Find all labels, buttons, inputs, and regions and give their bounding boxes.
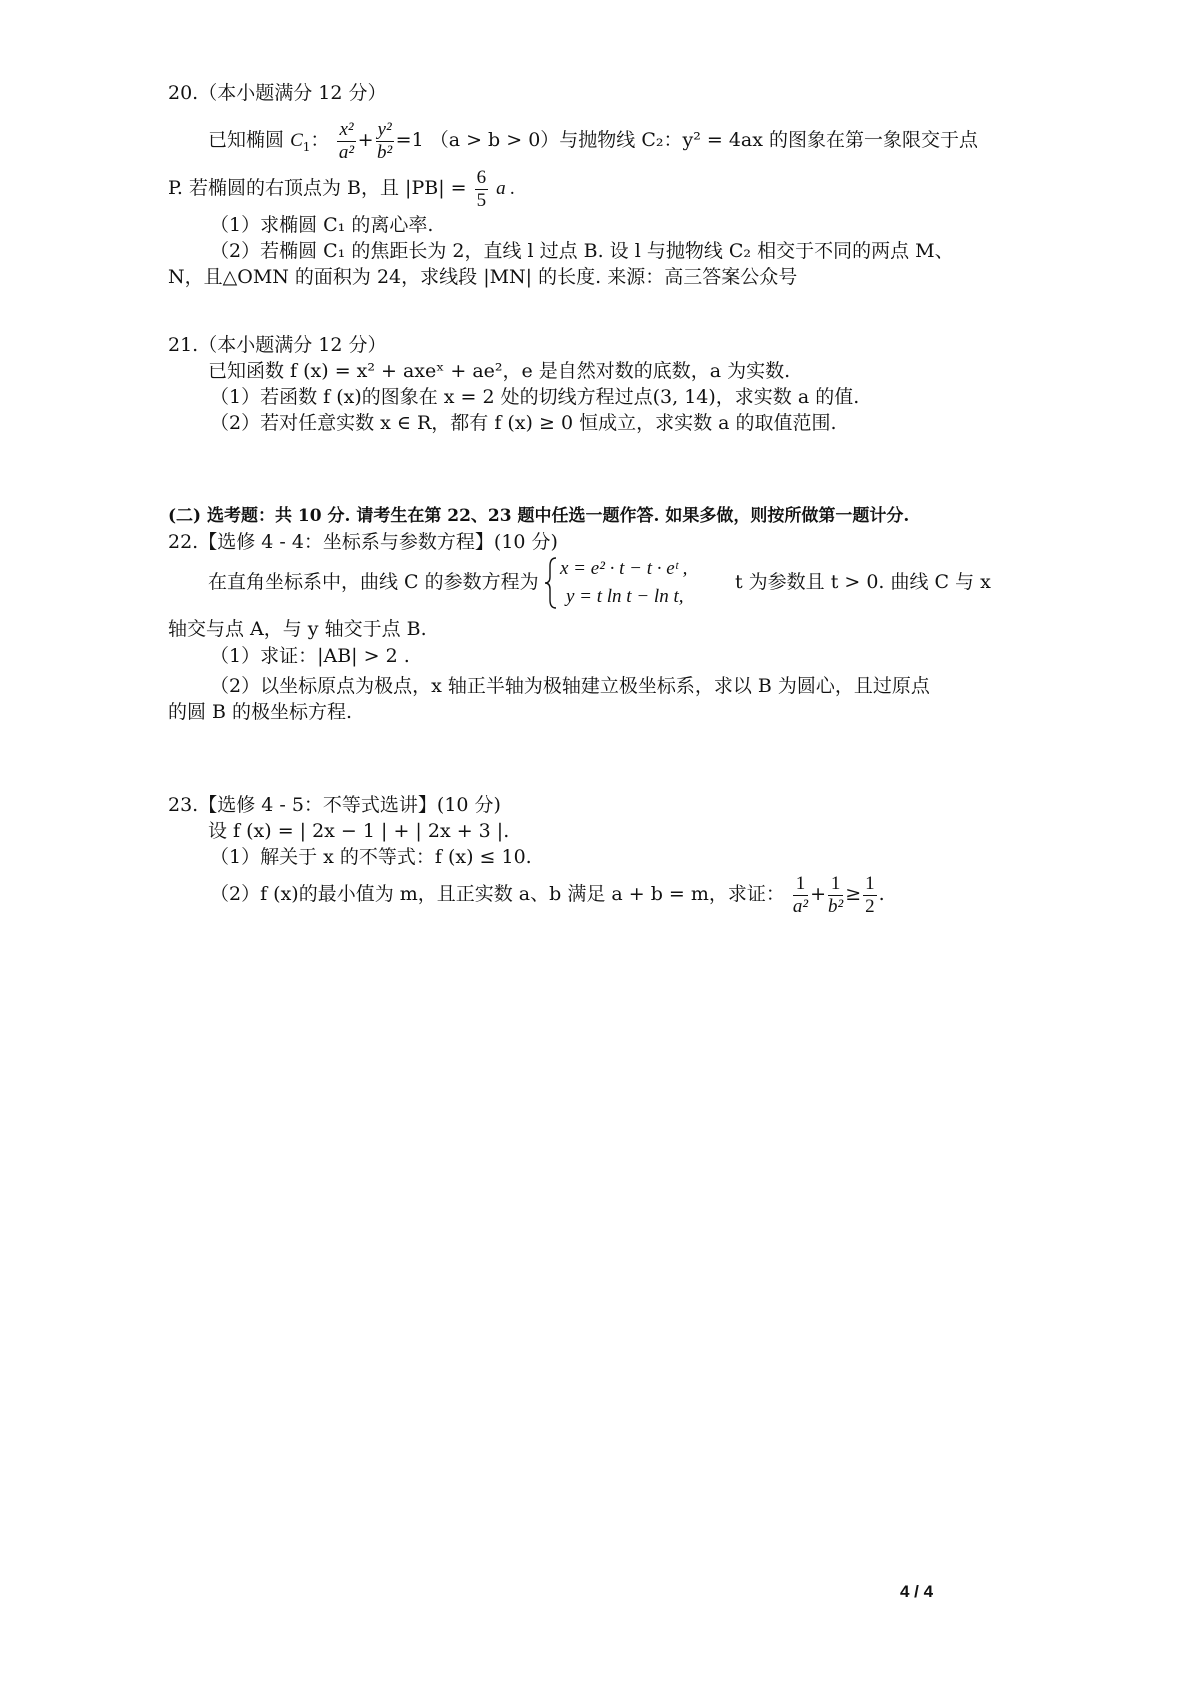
page-number: 4 / 4 xyxy=(900,1582,934,1601)
q22-system-eq1: x = e² · t − t · eᵗ , xyxy=(560,558,688,579)
q20-line1: 已知椭圆 $C_1$： $\frac{\text{x²}}{\text{a²}}$ + $\frac{\text{y²}}{\text{b²}}$ =1 （a > b > 0）与抛物线 C₂：y² = 4ax 的图象在第一象限交于点 xyxy=(208,118,979,163)
q22-part1: （1）求证：|AB| > 2 . xyxy=(210,645,410,667)
q22-part2-line2: 的圆 B 的极坐标方程. xyxy=(168,701,353,723)
q22-line1-a: 在直角坐标系中，曲线 C 的参数方程为 xyxy=(208,571,539,593)
q21-part1: （1）若函数 f (x)的图象在 x = 2 处的切线方程过点(3, 14)，求实数 a 的值. xyxy=(210,386,860,408)
fraction-1-b2: $\frac{1}{\text{b²}}$ xyxy=(828,872,844,917)
q21-part2: （2）若对任意实数 x ∈ R，都有 f (x) ≥ 0 恒成立，求实数 a 的取值范围. xyxy=(210,412,837,434)
q21-header: 21.（本小题满分 12 分） xyxy=(168,334,387,356)
q21-line1: 已知函数 f (x) = x² + axeˣ + ae²，e 是自然对数的底数，a 为实数. xyxy=(208,360,791,382)
q20-part1: （1）求椭圆 C₁ 的离心率. xyxy=(210,214,434,236)
q22-system-eq2: y = t ln t − ln t, xyxy=(566,586,684,607)
q22-part2-line1: （2）以坐标原点为极点，x 轴正半轴为极轴建立极坐标系，求以 B 为圆心，且过原点 xyxy=(210,675,930,697)
section-elective-title: (二) 选考题：共 10 分. 请考生在第 22、23 题中任选一题作答. 如果多做，则按所做第一题计分. xyxy=(168,506,910,526)
q23-part1: （1）解关于 x 的不等式：f (x) ≤ 10. xyxy=(210,846,532,868)
q23-line1: 设 f (x) = | 2x − 1 | + | 2x + 3 |. xyxy=(208,820,510,842)
q22-line2: 轴交与点 A，与 y 轴交于点 B. xyxy=(168,618,427,640)
fraction-y2-b2: $\frac{\text{y²}}{\text{b²}}$ xyxy=(376,118,393,163)
q20-part2-line1: （2）若椭圆 C₁ 的焦距长为 2，直线 l 过点 B. 设 l 与抛物线 C₂ 相交于不同的两点 M、 xyxy=(210,240,954,262)
q23-part2: （2）f (x)的最小值为 m，且正实数 a、b 满足 a + b = m，求证： $\frac{1}{\text{a²}}$ + $\frac{1}{\text{b²}}$ ≥ $\frac{1}{2}$ . xyxy=(210,872,885,917)
q20-line2: P. 若椭圆的右顶点为 B，且 |PB| = $\frac{6}{5}$ a . xyxy=(168,166,516,211)
fraction-6-5: $\frac{6}{5}$ xyxy=(476,166,487,211)
q22-header: 22.【选修 4 - 4：坐标系与参数方程】(10 分) xyxy=(168,531,558,553)
q20-part2-line2: N，且△OMN 的面积为 24，求线段 |MN| 的长度. 来源：高三答案公众号 xyxy=(168,266,798,288)
q22-line1-b: t 为参数且 t > 0. 曲线 C 与 x xyxy=(735,571,991,593)
left-brace-icon xyxy=(544,556,558,610)
q20-header: 20.（本小题满分 12 分） xyxy=(168,82,387,104)
fraction-1-a2: $\frac{1}{\text{a²}}$ xyxy=(792,872,809,917)
fraction-x2-a2: $\frac{\text{x²}}{\text{a²}}$ xyxy=(338,118,355,163)
q23-header: 23.【选修 4 - 5：不等式选讲】(10 分) xyxy=(168,794,501,816)
fraction-1-2: $\frac{1}{2}$ xyxy=(865,872,875,917)
